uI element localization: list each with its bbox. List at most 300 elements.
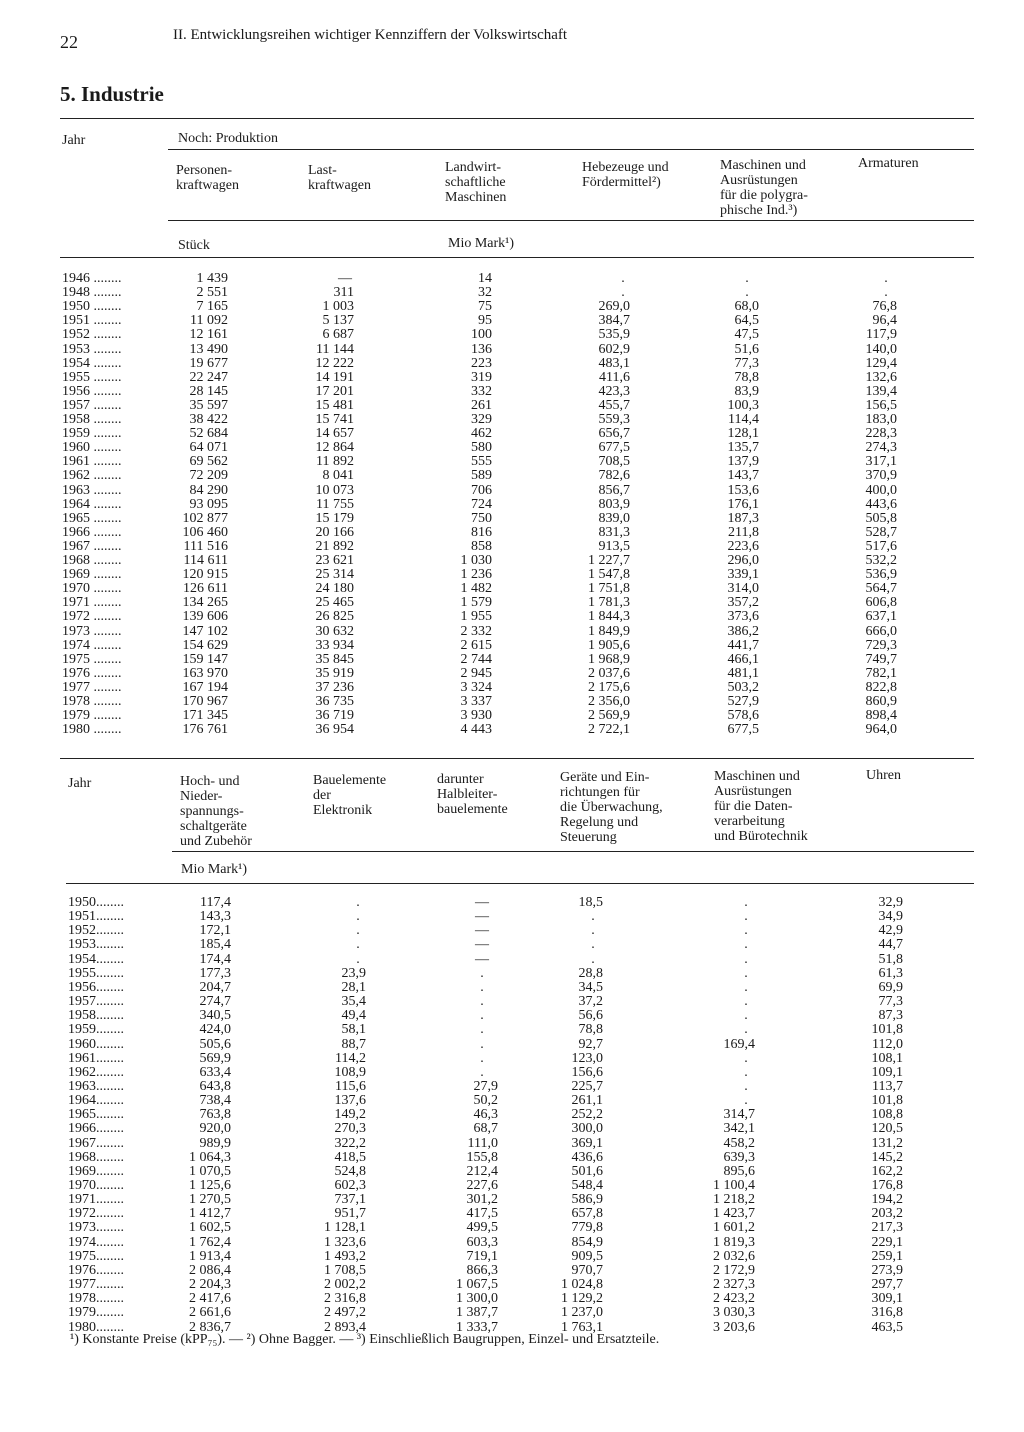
value-cell: 895,6 <box>723 1163 755 1179</box>
t2-unit-mio-mark: Mio Mark¹) <box>181 862 248 877</box>
value-cell: 309,1 <box>871 1291 903 1307</box>
table-row <box>62 667 962 681</box>
value-cell: 159 147 <box>182 651 228 667</box>
table-row <box>68 1193 968 1207</box>
value-cell: . <box>744 1093 748 1109</box>
value-cell: 1 227,7 <box>588 553 630 568</box>
year-cell: 1951 ........ <box>62 313 122 329</box>
value-cell: 137,9 <box>727 454 759 470</box>
value-cell: 443,6 <box>865 496 897 512</box>
value-cell: 36 735 <box>315 694 354 709</box>
t1-unit-stueck: Stück <box>178 238 210 253</box>
table-row <box>68 1052 968 1066</box>
year-cell: 1952 ........ <box>62 327 122 343</box>
value-cell: 100,3 <box>727 397 759 413</box>
value-cell: 1 819,3 <box>713 1234 755 1250</box>
value-cell: 535,9 <box>598 327 630 343</box>
value-cell: 750 <box>471 510 492 526</box>
value-cell: 27,9 <box>473 1078 498 1094</box>
value-cell: 11 892 <box>316 454 354 470</box>
t1-unit-rule <box>168 220 974 221</box>
value-cell: 602,9 <box>598 341 630 357</box>
value-cell: . <box>480 1050 484 1066</box>
table-row <box>62 469 962 483</box>
value-cell: 106 460 <box>182 524 228 540</box>
value-cell: 15 741 <box>315 412 354 427</box>
value-cell: 898,4 <box>865 708 897 724</box>
value-cell: 1 751,8 <box>588 581 630 597</box>
value-cell: . <box>591 909 595 925</box>
value-cell: 51,8 <box>878 951 903 967</box>
table-row <box>62 596 962 610</box>
value-cell: 135,7 <box>727 440 759 456</box>
value-cell: 3 324 <box>460 679 492 695</box>
value-cell: . <box>356 951 360 967</box>
value-cell: 187,3 <box>727 510 759 526</box>
value-cell: 1 844,3 <box>588 609 630 625</box>
value-cell: 114,4 <box>728 412 759 427</box>
value-cell: 56,6 <box>578 1008 603 1024</box>
table-row <box>62 357 962 371</box>
table-row <box>62 681 962 695</box>
year-cell: 1957........ <box>68 994 124 1010</box>
value-cell: 2 722,1 <box>588 722 630 738</box>
value-cell: 462 <box>471 426 492 442</box>
table-row <box>68 1023 968 1037</box>
value-cell: 411,6 <box>599 369 630 385</box>
value-cell: 2 417,6 <box>189 1291 231 1307</box>
table-row <box>62 723 962 737</box>
value-cell: 120 915 <box>182 567 228 583</box>
value-cell: 458,2 <box>723 1135 755 1151</box>
value-cell: . <box>744 895 748 910</box>
t1-year-header: Jahr <box>62 133 86 148</box>
value-cell: 657,8 <box>571 1206 603 1222</box>
value-cell: . <box>356 909 360 925</box>
value-cell: . <box>744 923 748 939</box>
value-cell: 316,8 <box>871 1305 903 1321</box>
year-cell: 1953 ........ <box>62 341 122 357</box>
value-cell: . <box>480 965 484 981</box>
value-cell: 2 744 <box>460 651 492 667</box>
year-cell: 1979 ........ <box>62 708 122 724</box>
value-cell: 217,3 <box>871 1220 903 1236</box>
value-cell: 96,4 <box>872 313 897 329</box>
value-cell: 666,0 <box>865 623 897 639</box>
value-cell: 2 172,9 <box>713 1262 755 1278</box>
value-cell: 708,5 <box>598 454 630 470</box>
value-cell: 32,9 <box>878 895 903 910</box>
value-cell: 602,3 <box>334 1178 366 1193</box>
value-cell: 113,7 <box>872 1078 903 1094</box>
value-cell: 12 222 <box>315 355 354 371</box>
value-cell: 92,7 <box>578 1036 603 1052</box>
year-cell: 1963........ <box>68 1078 124 1094</box>
value-cell: 95 <box>478 313 492 329</box>
value-cell: 88,7 <box>341 1036 366 1052</box>
value-cell: 212,4 <box>466 1163 498 1179</box>
value-cell: 1 601,2 <box>713 1220 755 1236</box>
value-cell: 369,1 <box>571 1135 603 1151</box>
value-cell: 436,6 <box>571 1149 603 1165</box>
value-cell: 3 930 <box>460 708 492 724</box>
section-title: 5. Industrie <box>60 82 164 106</box>
value-cell: 114,2 <box>335 1050 366 1066</box>
value-cell: 44,7 <box>878 937 903 953</box>
value-cell: 386,2 <box>727 623 759 639</box>
value-cell: 20 166 <box>315 524 354 540</box>
value-cell: 149,2 <box>334 1107 366 1123</box>
table-row <box>62 639 962 653</box>
value-cell: 1 128,1 <box>324 1220 366 1236</box>
value-cell: 4 443 <box>460 722 492 738</box>
year-cell: 1948 ........ <box>62 285 122 301</box>
value-cell: 23 621 <box>315 553 354 568</box>
value-cell: 1 763,1 <box>561 1319 603 1335</box>
value-cell: . <box>744 951 748 967</box>
value-cell: 1 602,5 <box>189 1220 231 1236</box>
value-cell: 964,0 <box>865 722 897 738</box>
value-cell: 1 270,5 <box>189 1192 231 1208</box>
year-cell: 1959 ........ <box>62 426 122 442</box>
value-cell: 322,2 <box>334 1135 366 1151</box>
year-cell: 1976 ........ <box>62 665 122 681</box>
year-cell: 1972........ <box>68 1206 124 1222</box>
value-cell: 203,2 <box>871 1206 903 1222</box>
value-cell: 332 <box>471 383 492 399</box>
value-cell: 117,4 <box>200 895 231 910</box>
value-cell: 339,1 <box>727 567 759 583</box>
year-cell: 1958........ <box>68 1008 124 1024</box>
value-cell: 117,9 <box>866 327 897 343</box>
value-cell: — <box>475 923 489 939</box>
table-row <box>62 343 962 357</box>
value-cell: 738,4 <box>199 1093 231 1109</box>
value-cell: 177,3 <box>199 965 231 981</box>
t2-col-header: darunter Halbleiter- bauelemente <box>437 772 508 817</box>
value-cell: 314,0 <box>727 581 759 597</box>
value-cell: 1 955 <box>460 609 492 625</box>
value-cell: 1 030 <box>460 553 492 568</box>
table-row <box>68 1066 968 1080</box>
table-row <box>62 695 962 709</box>
year-cell: 1960 ........ <box>62 440 122 456</box>
value-cell: 172,1 <box>199 923 231 939</box>
t1-col-header: Last- kraftwagen <box>308 163 371 193</box>
year-cell: 1975 ........ <box>62 651 122 667</box>
table-row <box>62 653 962 667</box>
value-cell: 517,6 <box>865 538 897 554</box>
t2-col-header: Bauelemente der Elektronik <box>313 773 387 818</box>
value-cell: 171 345 <box>182 708 228 724</box>
table-row <box>62 554 962 568</box>
t2-col-header: Uhren <box>866 768 901 783</box>
value-cell: 25 465 <box>315 595 354 611</box>
year-cell: 1968........ <box>68 1149 124 1165</box>
value-cell: 548,4 <box>571 1178 603 1193</box>
value-cell: 139 606 <box>182 609 228 625</box>
value-cell: 2 661,6 <box>189 1305 231 1321</box>
value-cell: 111,0 <box>467 1135 498 1151</box>
value-cell: 25 314 <box>315 567 354 583</box>
value-cell: 505,8 <box>865 510 897 526</box>
top-rule <box>60 118 974 119</box>
value-cell: 15 481 <box>315 397 354 413</box>
value-cell: 111 516 <box>183 538 228 554</box>
t1-col-header: Landwirt- schaftliche Maschinen <box>445 160 507 205</box>
t2-unit-rule <box>172 851 974 852</box>
value-cell: 162,2 <box>871 1163 903 1179</box>
value-cell: 317,1 <box>865 454 897 470</box>
table-row <box>62 610 962 624</box>
table-row <box>68 995 968 1009</box>
table-row <box>62 385 962 399</box>
value-cell: 3 203,6 <box>713 1319 755 1335</box>
year-cell: 1978........ <box>68 1291 124 1307</box>
value-cell: 38 422 <box>189 412 228 427</box>
table-row <box>68 1236 968 1250</box>
value-cell: 839,0 <box>598 510 630 526</box>
value-cell: 1 333,7 <box>456 1319 498 1335</box>
value-cell: 719,1 <box>466 1248 498 1264</box>
value-cell: 418,5 <box>334 1149 366 1165</box>
value-cell: 11 755 <box>316 496 354 512</box>
value-cell: 36 954 <box>315 722 354 738</box>
table-row <box>68 1137 968 1151</box>
value-cell: 677,5 <box>727 722 759 738</box>
value-cell: 1 218,2 <box>713 1192 755 1208</box>
value-cell: 831,3 <box>598 524 630 540</box>
value-cell: 163 970 <box>182 665 228 681</box>
value-cell: 639,3 <box>723 1149 755 1165</box>
value-cell: 228,3 <box>865 426 897 442</box>
table-row <box>68 953 968 967</box>
value-cell: 35,4 <box>341 994 366 1010</box>
value-cell: 134 265 <box>182 595 228 611</box>
year-cell: 1968 ........ <box>62 553 122 568</box>
value-cell: 261 <box>471 397 492 413</box>
value-cell: 11 092 <box>190 313 228 329</box>
value-cell: . <box>744 965 748 981</box>
value-cell: 211,8 <box>728 524 759 540</box>
value-cell: 101,8 <box>871 1022 903 1038</box>
value-cell: 108,1 <box>871 1050 903 1066</box>
value-cell: . <box>356 923 360 939</box>
value-cell: 455,7 <box>598 397 630 413</box>
table-row <box>68 981 968 995</box>
value-cell: 28,1 <box>341 979 366 995</box>
value-cell: 2 316,8 <box>324 1291 366 1307</box>
value-cell: . <box>744 1008 748 1024</box>
table-row <box>62 540 962 554</box>
value-cell: 989,9 <box>199 1135 231 1151</box>
table-row <box>62 526 962 540</box>
value-cell: 854,9 <box>571 1234 603 1250</box>
table-row <box>62 512 962 526</box>
value-cell: 463,5 <box>871 1319 903 1335</box>
year-cell: 1958 ........ <box>62 412 122 427</box>
table-row <box>62 582 962 596</box>
value-cell: 782,6 <box>598 468 630 484</box>
value-cell: 129,4 <box>865 355 897 371</box>
value-cell: 64,5 <box>734 313 759 329</box>
value-cell: 606,8 <box>865 595 897 611</box>
value-cell: 102 877 <box>182 510 228 526</box>
value-cell: 2 332 <box>460 623 492 639</box>
table-row <box>62 455 962 469</box>
value-cell: 61,3 <box>878 965 903 981</box>
year-cell: 1974........ <box>68 1234 124 1250</box>
value-cell: 51,6 <box>734 341 759 357</box>
year-cell: 1972 ........ <box>62 609 122 625</box>
value-cell: 46,3 <box>473 1107 498 1123</box>
value-cell: 174,4 <box>199 951 231 967</box>
value-cell: 2 086,4 <box>189 1262 231 1278</box>
value-cell: . <box>884 285 888 301</box>
table-row <box>62 314 962 328</box>
value-cell: 170 967 <box>182 694 228 709</box>
value-cell: 499,5 <box>466 1220 498 1236</box>
value-cell: 64 071 <box>189 440 228 456</box>
value-cell: 156,5 <box>865 397 897 413</box>
year-cell: 1959........ <box>68 1022 124 1038</box>
value-cell: 2 497,2 <box>324 1305 366 1321</box>
value-cell: 37 236 <box>315 679 354 695</box>
value-cell: 441,7 <box>727 637 759 653</box>
value-cell: 580 <box>471 440 492 456</box>
value-cell: 7 165 <box>196 299 228 315</box>
value-cell: 47,5 <box>734 327 759 343</box>
value-cell: . <box>744 1078 748 1094</box>
table-row <box>68 924 968 938</box>
t1-col-header: Armaturen <box>858 156 919 171</box>
t1-col-header: Maschinen und Ausrüstungen für die polygra- phische Ind.³) <box>720 158 808 218</box>
year-cell: 1965 ........ <box>62 510 122 526</box>
value-cell: 12 161 <box>189 327 228 343</box>
value-cell: 578,6 <box>727 708 759 724</box>
value-cell: 115,6 <box>335 1078 366 1094</box>
value-cell: 136 <box>471 341 492 357</box>
year-cell: 1973........ <box>68 1220 124 1236</box>
t2-col-header: Geräte und Ein- richtungen für die Überwachung, Regelung und Steuerung <box>560 770 663 845</box>
value-cell: 1 125,6 <box>189 1178 231 1193</box>
value-cell: 259,1 <box>871 1248 903 1264</box>
t1-unit-mio-mark: Mio Mark¹) <box>448 236 515 251</box>
value-cell: 314,7 <box>723 1107 755 1123</box>
value-cell: 101,8 <box>871 1093 903 1109</box>
value-cell: . <box>744 979 748 995</box>
table-row <box>68 1009 968 1023</box>
year-cell: 1970........ <box>68 1178 124 1193</box>
value-cell: 384,7 <box>598 313 630 329</box>
value-cell: 1 067,5 <box>456 1277 498 1293</box>
table-row <box>62 568 962 582</box>
value-cell: . <box>744 1022 748 1038</box>
year-cell: 1971........ <box>68 1192 124 1208</box>
value-cell: 132,6 <box>865 369 897 385</box>
year-cell: 1976........ <box>68 1262 124 1278</box>
value-cell: 564,7 <box>865 581 897 597</box>
table-row <box>62 498 962 512</box>
value-cell: . <box>591 923 595 939</box>
value-cell: . <box>745 285 749 301</box>
value-cell: 120,5 <box>871 1121 903 1137</box>
value-cell: 153,6 <box>727 482 759 498</box>
table-row <box>62 441 962 455</box>
value-cell: 311 <box>333 285 354 301</box>
value-cell: 34,5 <box>578 979 603 995</box>
value-cell: 423,3 <box>598 383 630 399</box>
table-row <box>68 910 968 924</box>
value-cell: . <box>744 909 748 925</box>
value-cell: 2 032,6 <box>713 1248 755 1264</box>
value-cell: 637,1 <box>865 609 897 625</box>
value-cell: 12 864 <box>315 440 354 456</box>
value-cell: . <box>480 979 484 995</box>
value-cell: 370,9 <box>865 468 897 484</box>
value-cell: . <box>591 937 595 953</box>
value-cell: 1 300,0 <box>456 1291 498 1307</box>
value-cell: 83,9 <box>734 383 759 399</box>
value-cell: 357,2 <box>727 595 759 611</box>
value-cell: 782,1 <box>865 665 897 681</box>
value-cell: 866,3 <box>466 1262 498 1278</box>
year-cell: 1957 ........ <box>62 397 122 413</box>
value-cell: 656,7 <box>598 426 630 442</box>
year-cell: 1955 ........ <box>62 369 122 385</box>
value-cell: 1 237,0 <box>561 1305 603 1321</box>
value-cell: 860,9 <box>865 694 897 709</box>
value-cell: 176,8 <box>871 1178 903 1193</box>
value-cell: 147 102 <box>182 623 228 639</box>
value-cell: 225,7 <box>571 1078 603 1094</box>
value-cell: 1 913,4 <box>189 1248 231 1264</box>
year-cell: 1980 ........ <box>62 722 122 738</box>
value-cell: 1 064,3 <box>189 1149 231 1165</box>
table-row <box>62 427 962 441</box>
value-cell: 274,3 <box>865 440 897 456</box>
year-cell: 1964........ <box>68 1093 124 1109</box>
year-cell: 1963 ........ <box>62 482 122 498</box>
value-cell: 13 490 <box>189 341 228 357</box>
value-cell: 155,8 <box>466 1149 498 1165</box>
value-cell: 108,8 <box>871 1107 903 1123</box>
value-cell: 555 <box>471 454 492 470</box>
value-cell: 33 934 <box>315 637 354 653</box>
value-cell: 194,2 <box>871 1192 903 1208</box>
value-cell: 37,2 <box>578 994 603 1010</box>
value-cell: 8 041 <box>322 468 354 484</box>
value-cell: 15 179 <box>315 510 354 526</box>
value-cell: 5 137 <box>322 313 354 329</box>
year-cell: 1966........ <box>68 1121 124 1137</box>
value-cell: . <box>744 994 748 1010</box>
table-row <box>68 1179 968 1193</box>
value-cell: 524,8 <box>334 1163 366 1179</box>
value-cell: 633,4 <box>199 1064 231 1080</box>
value-cell: 677,5 <box>598 440 630 456</box>
value-cell: 28,8 <box>578 965 603 981</box>
t2-header-bottom-rule <box>66 883 974 884</box>
value-cell: 87,3 <box>878 1008 903 1024</box>
value-cell: 340,5 <box>199 1008 231 1024</box>
value-cell: . <box>745 271 749 286</box>
year-cell: 1973 ........ <box>62 623 122 639</box>
t1-group-rule <box>168 149 974 150</box>
value-cell: 2 204,3 <box>189 1277 231 1293</box>
year-cell: 1962 ........ <box>62 468 122 484</box>
value-cell: 145,2 <box>871 1149 903 1165</box>
